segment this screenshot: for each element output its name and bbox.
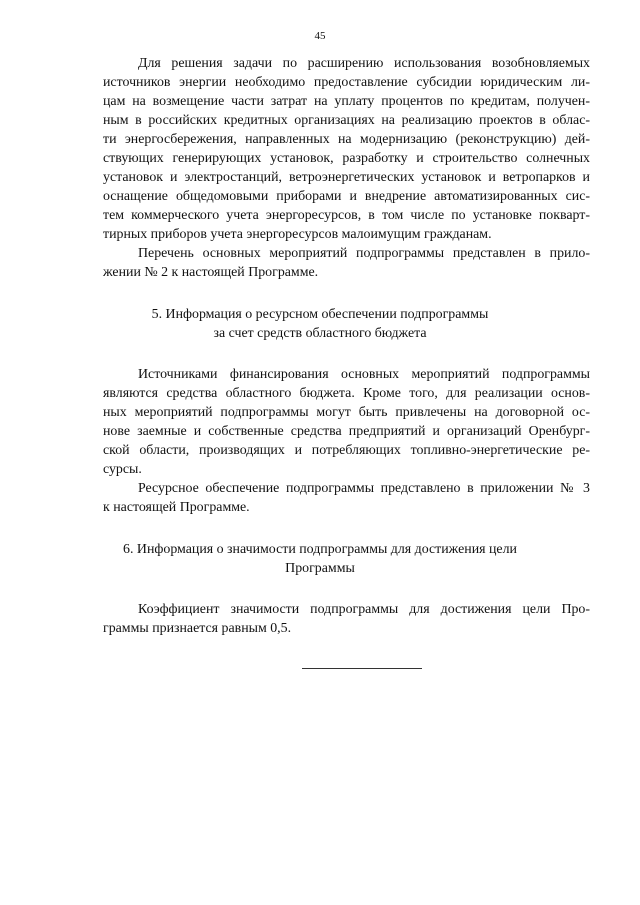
paragraph-line: ным в российских кредитных организациях на реализацию проектов в облас- — [103, 113, 590, 128]
paragraph-line: жении № 2 к настоящей Программе. — [103, 265, 319, 280]
paragraph-line: тирных приборов учета энергоресурсов малоимущим гражданам. — [103, 227, 492, 242]
paragraph-line: цам на возмещение части затрат на уплату процентов по кредитам, получен- — [103, 94, 590, 109]
paragraph-line: Источниками финансирования основных мероприятий подпрограммы — [138, 367, 590, 382]
paragraph-line: ской области, производящих и потребляющих топливно-энергетические ре- — [103, 443, 590, 458]
paragraph-line: Для решения задачи по расширению использования возобновляемых — [138, 56, 590, 71]
paragraph-line: ти энергосбережения, направленных на модернизацию (реконструкцию) дей- — [103, 132, 590, 147]
paragraph-line: установок и электростанций, ветроэнергетических установок и ветропарков и — [103, 170, 590, 185]
section-heading: Программы — [285, 561, 355, 576]
paragraph-line: Перечень основных мероприятий подпрограммы представлен в прило- — [138, 246, 590, 261]
paragraph-line: граммы признается равным 0,5. — [103, 621, 292, 636]
paragraph-line: Коэффициент значимости подпрограммы для достижения цели Про- — [138, 602, 590, 617]
paragraph-line: сурсы. — [103, 462, 142, 477]
paragraph-line: оснащение общедомовыми приборами и внедрение автоматизированных сис- — [103, 189, 590, 204]
paragraph-line: являются средства областного бюджета. Кроме того, для реализации основ- — [103, 386, 590, 401]
paragraph-line: Ресурсное обеспечение подпрограммы представлено в приложении № 3 — [138, 481, 590, 496]
paragraph-line: к настоящей Программе. — [103, 500, 250, 515]
page-number: 45 — [314, 30, 326, 42]
section-heading: 6. Информация о значимости подпрограммы для достижения цели — [123, 542, 517, 557]
section-heading: 5. Информация о ресурсном обеспечении подпрограммы — [151, 307, 489, 322]
paragraph-line: ствующих генерирующих установок, разработку и строительство солнечных — [103, 151, 590, 166]
paragraph-line: тем коммерческого учета энергоресурсов, в том числе по установке покварт- — [103, 208, 590, 223]
paragraph-line: ных мероприятий подпрограммы могут быть привлечены на договорной ос- — [103, 405, 590, 420]
end-separator — [302, 668, 422, 669]
section-heading: за счет средств областного бюджета — [213, 326, 427, 341]
paragraph-line: нове заемные и собственные средства предприятий и организаций Оренбург- — [103, 424, 590, 439]
paragraph-line: источников энергии необходимо предоставление субсидии юридическим ли- — [103, 75, 590, 90]
